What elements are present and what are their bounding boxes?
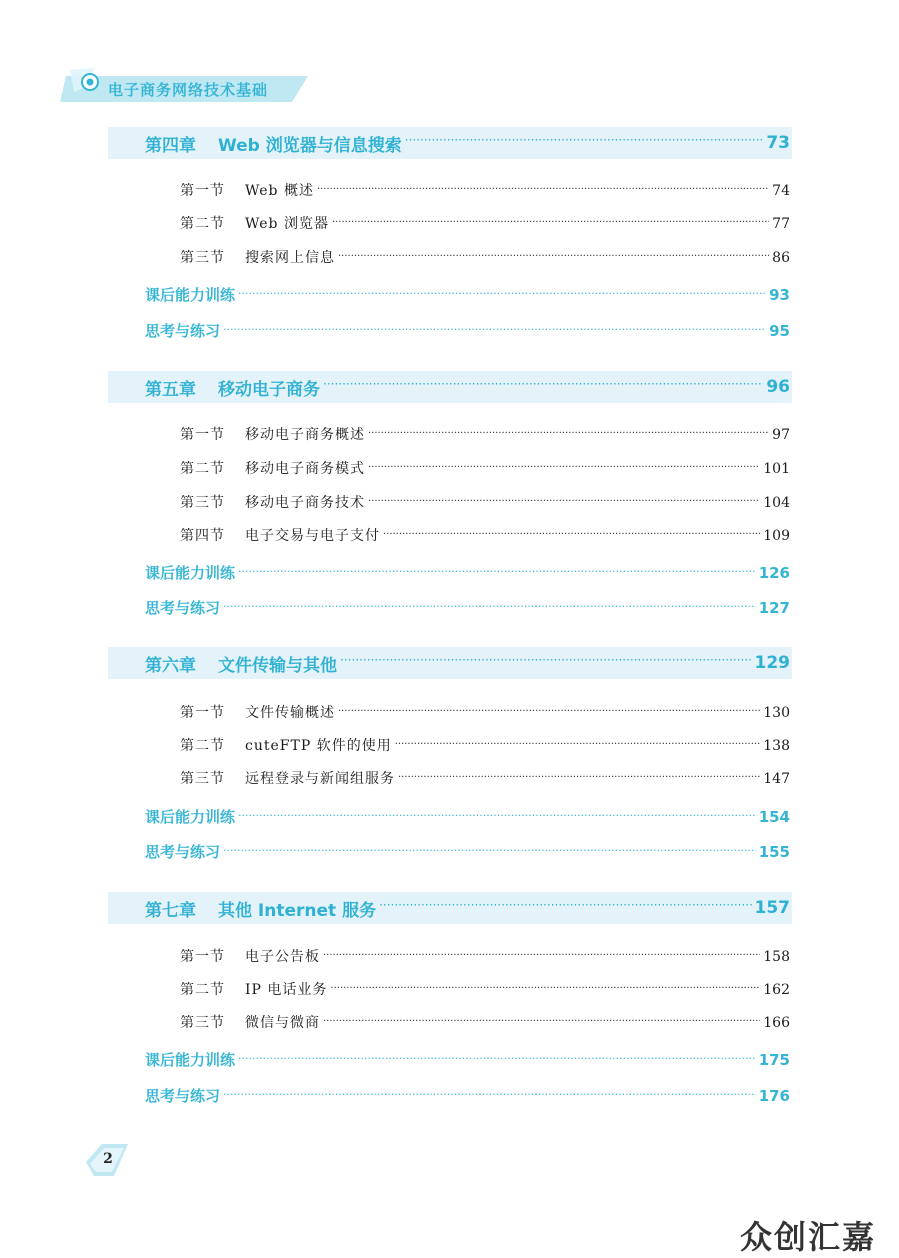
dot-leader bbox=[238, 1052, 756, 1065]
chapter-5-entry[interactable] bbox=[108, 371, 792, 403]
dot-leader bbox=[405, 133, 764, 147]
section-page: 162 bbox=[763, 982, 790, 998]
dot-leader bbox=[223, 1088, 756, 1101]
review-title: 思考与练习 bbox=[145, 599, 221, 617]
chapter-6-entry[interactable] bbox=[108, 647, 792, 679]
chapter-number: 第五章 bbox=[145, 379, 196, 400]
section-entry[interactable] bbox=[108, 979, 792, 999]
section-title: 移动电子商务模式 bbox=[245, 461, 365, 477]
dot-leader bbox=[383, 529, 760, 540]
section-page: 166 bbox=[763, 1015, 790, 1031]
review-title: 思考与练习 bbox=[145, 1087, 221, 1105]
section-page: 138 bbox=[763, 738, 790, 754]
exercise-page: 126 bbox=[758, 564, 790, 582]
section-title: IP 电话业务 bbox=[245, 982, 328, 998]
section-number: 第一节 bbox=[180, 705, 225, 721]
section-title: Web 浏览器 bbox=[245, 216, 329, 232]
section-page: 101 bbox=[763, 461, 790, 477]
section-entry[interactable] bbox=[108, 424, 792, 444]
page-number: 2 bbox=[103, 1151, 113, 1167]
dot-leader bbox=[395, 739, 761, 750]
dot-leader bbox=[398, 772, 760, 783]
dot-leader bbox=[223, 600, 756, 613]
chapter-number: 第四章 bbox=[145, 135, 196, 156]
exercise-title: 课后能力训练 bbox=[145, 564, 236, 582]
review-entry[interactable] bbox=[108, 320, 792, 341]
exercise-page: 175 bbox=[758, 1051, 790, 1069]
section-entry[interactable] bbox=[108, 458, 792, 478]
section-title: 移动电子商务技术 bbox=[245, 495, 365, 511]
dot-leader bbox=[332, 217, 769, 228]
chapter-page: 157 bbox=[754, 898, 790, 918]
section-number: 第一节 bbox=[180, 427, 225, 443]
section-number: 第三节 bbox=[180, 250, 225, 266]
section-title: 电子公告板 bbox=[245, 949, 320, 965]
section-entry[interactable] bbox=[108, 492, 792, 512]
section-page: 130 bbox=[763, 705, 790, 721]
section-entry[interactable] bbox=[108, 525, 792, 545]
section-page: 77 bbox=[772, 216, 790, 232]
chapter-4-entry[interactable] bbox=[108, 127, 792, 159]
chapter-title: 其他 Internet 服务 bbox=[218, 900, 377, 921]
exercise-title: 课后能力训练 bbox=[145, 1051, 236, 1069]
dot-leader bbox=[368, 496, 760, 507]
dot-leader bbox=[238, 565, 756, 578]
section-entry[interactable] bbox=[108, 768, 792, 788]
review-page: 176 bbox=[758, 1087, 790, 1105]
chapter-title: 文件传输与其他 bbox=[218, 655, 337, 676]
exercise-title: 课后能力训练 bbox=[145, 286, 236, 304]
section-number: 第一节 bbox=[180, 949, 225, 965]
dot-leader bbox=[317, 184, 769, 195]
chapter-number: 第六章 bbox=[145, 655, 196, 676]
exercise-entry[interactable] bbox=[108, 562, 792, 583]
chapter-title: Web 浏览器与信息搜索 bbox=[218, 135, 402, 156]
exercise-page: 154 bbox=[758, 808, 790, 826]
section-title: 微信与微商 bbox=[245, 1015, 320, 1031]
chapter-title: 移动电子商务 bbox=[218, 379, 320, 400]
section-title: 移动电子商务概述 bbox=[245, 427, 365, 443]
section-entry[interactable] bbox=[108, 735, 792, 755]
dot-leader bbox=[330, 983, 760, 994]
section-page: 109 bbox=[763, 528, 790, 544]
section-page: 86 bbox=[772, 250, 790, 266]
section-number: 第二节 bbox=[180, 738, 225, 754]
section-title: Web 概述 bbox=[245, 183, 314, 199]
exercise-title: 课后能力训练 bbox=[145, 808, 236, 826]
review-page: 127 bbox=[758, 599, 790, 617]
chapter-number: 第七章 bbox=[145, 900, 196, 921]
exercise-entry[interactable] bbox=[108, 284, 792, 305]
section-number: 第三节 bbox=[180, 771, 225, 787]
chapter-page: 129 bbox=[754, 653, 790, 673]
section-page: 97 bbox=[772, 427, 790, 443]
section-entry[interactable] bbox=[108, 247, 792, 267]
section-number: 第一节 bbox=[180, 183, 225, 199]
chapter-page: 73 bbox=[766, 133, 790, 153]
section-number: 第三节 bbox=[180, 495, 225, 511]
section-number: 第二节 bbox=[180, 982, 225, 998]
dot-leader bbox=[368, 462, 760, 473]
dot-leader bbox=[238, 287, 766, 300]
section-entry[interactable] bbox=[108, 180, 792, 200]
exercise-entry[interactable] bbox=[108, 806, 792, 827]
dot-leader bbox=[338, 251, 769, 262]
section-title: cuteFTP 软件的使用 bbox=[245, 738, 392, 754]
review-title: 思考与练习 bbox=[145, 843, 221, 861]
dot-leader bbox=[238, 809, 756, 822]
exercise-entry[interactable] bbox=[108, 1049, 792, 1070]
book-title: 电子商务网络技术基础 bbox=[108, 81, 269, 99]
dot-leader bbox=[323, 950, 760, 961]
review-entry[interactable] bbox=[108, 1085, 792, 1106]
watermark-text: 众创汇嘉 bbox=[740, 1218, 877, 1256]
section-number: 第四节 bbox=[180, 528, 225, 544]
chapter-7-entry[interactable] bbox=[108, 892, 792, 924]
review-page: 155 bbox=[758, 843, 790, 861]
dot-leader bbox=[223, 844, 756, 857]
chapter-page: 96 bbox=[766, 377, 790, 397]
section-entry[interactable] bbox=[108, 1012, 792, 1032]
section-page: 74 bbox=[772, 183, 790, 199]
section-page: 158 bbox=[763, 949, 790, 965]
section-number: 第二节 bbox=[180, 461, 225, 477]
section-page: 147 bbox=[763, 771, 790, 787]
section-title: 文件传输概述 bbox=[245, 705, 335, 721]
section-entry[interactable] bbox=[108, 702, 792, 722]
review-page: 95 bbox=[769, 322, 790, 340]
section-title: 远程登录与新闻组服务 bbox=[245, 771, 395, 787]
dot-leader bbox=[368, 428, 769, 439]
section-number: 第三节 bbox=[180, 1015, 225, 1031]
section-number: 第二节 bbox=[180, 216, 225, 232]
section-entry[interactable] bbox=[108, 213, 792, 233]
section-title: 电子交易与电子支付 bbox=[245, 528, 380, 544]
dot-leader bbox=[323, 377, 763, 391]
review-title: 思考与练习 bbox=[145, 322, 221, 340]
section-title: 搜索网上信息 bbox=[245, 250, 335, 266]
exercise-page: 93 bbox=[769, 286, 790, 304]
review-entry[interactable] bbox=[108, 841, 792, 862]
section-page: 104 bbox=[763, 495, 790, 511]
dot-leader bbox=[340, 653, 752, 667]
section-entry[interactable] bbox=[108, 946, 792, 966]
dot-leader bbox=[223, 323, 766, 336]
dot-leader bbox=[338, 706, 760, 717]
dot-leader bbox=[379, 898, 751, 912]
review-entry[interactable] bbox=[108, 597, 792, 618]
dot-leader bbox=[323, 1016, 760, 1027]
